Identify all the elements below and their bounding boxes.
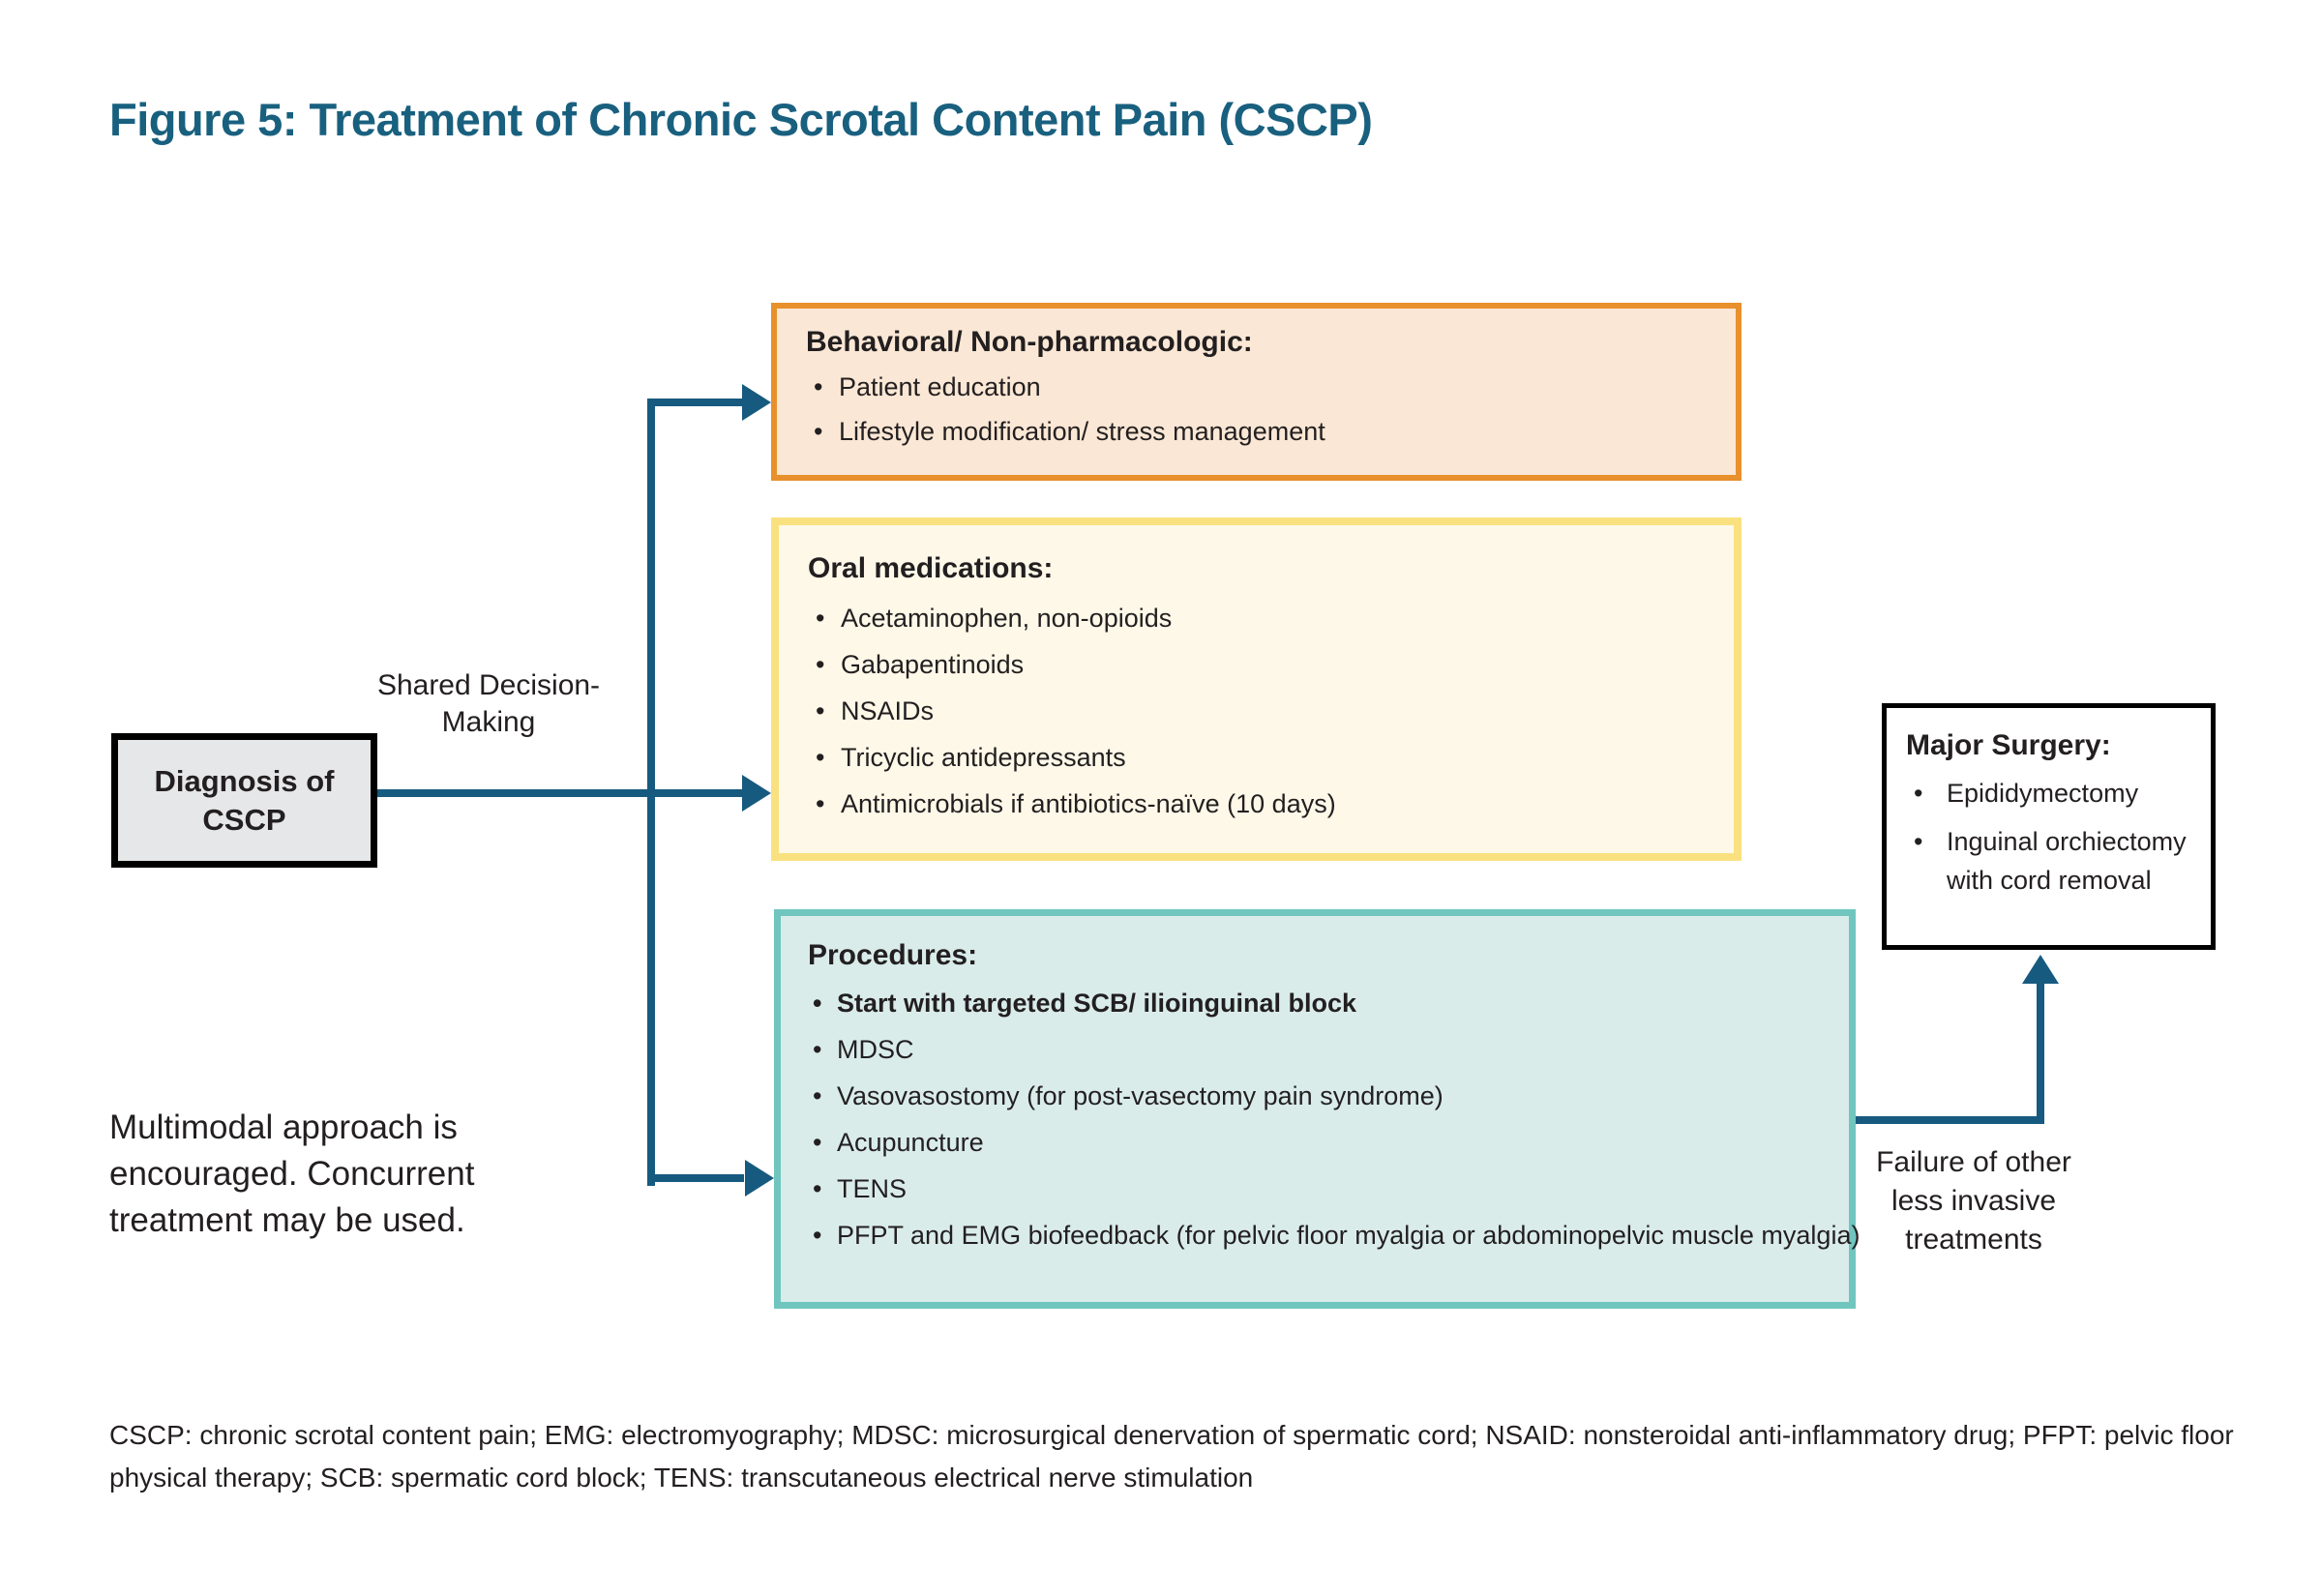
connector-to-procedures [647,1174,744,1182]
connector-to-behavioral [647,399,744,406]
list-item: • Start with targeted SCB/ ilioinguinal block [808,980,1839,1026]
major-surgery-box [1882,703,2216,950]
connector-diagnosis-to-oral [375,789,745,797]
list-item: • Vasovasostomy (for post-vasectomy pain syndrome) [808,1073,1839,1119]
behavioral-list [806,365,1718,454]
abbreviation-footnote: CSCP: chronic scrotal content pain; EMG: electromyography; MDSC: microsurgical denervation of spermatic cord; NSAID: nonsteroidal anti-inflammatory drug; PFPT: pelvic floor physical therapy; SCB: spermatic cord block; TENS: transcutaneous electrical nerve stimulation [109,1420,2234,1493]
list-item: • NSAIDs [808,688,1716,734]
list-item: • Epididymectomy [1906,774,2199,813]
list-item: • TENS [808,1166,1839,1212]
list-item: • MDSC [808,1026,1839,1073]
arrowhead-behavioral-icon [742,384,771,421]
procedures-box-title: Procedures: [808,939,978,971]
connector-procedures-to-surgery [1856,1116,2044,1124]
oral-list [808,595,1716,827]
list-item: • Acetaminophen, non-opioids [808,595,1716,641]
procedures-box [774,909,1861,1309]
connector-branch-vertical [647,399,655,1186]
oral-box-title: Oral medications: [808,552,1054,584]
failure-label: Failure of other less invasive treatments [1876,1146,2071,1256]
diagnosis-label: Diagnosis of CSCP [154,763,335,837]
major-surgery-box-title: Major Surgery: [1906,729,2111,761]
arrowhead-procedures-icon [745,1160,774,1197]
shared-decision-label: Shared Decision-Making [376,669,601,738]
major-surgery-list [1906,774,2199,900]
multimodal-note: Multimodal approach is encouraged. Concurrent treatment may be used. [109,1108,475,1239]
connector-surgery-vertical [2037,979,2044,1124]
list-item: • Antimicrobials if antibiotics-naïve (10 days) [808,781,1716,827]
list-item: • Patient education [806,365,1718,409]
figure-title: Figure 5: Treatment of Chronic Scrotal Content Pain (CSCP) [109,94,1373,145]
list-item: • Inguinal orchiectomy with cord removal [1906,822,2199,900]
procedures-list [808,980,1861,1258]
list-item: • Tricyclic antidepressants [808,734,1716,781]
arrowhead-surgery-icon [2022,955,2059,984]
arrowhead-oral-icon [742,775,771,812]
list-item: • Acupuncture [808,1119,1839,1166]
list-item: • Lifestyle modification/ stress management [806,409,1718,454]
oral-medications-box [771,517,1742,861]
behavioral-box-title: Behavioral/ Non-pharmacologic: [806,326,1253,358]
behavioral-box [771,303,1742,481]
list-item: • PFPT and EMG biofeedback (for pelvic floor myalgia or abdominopelvic muscle myalgia) [808,1212,1839,1258]
list-item: • Gabapentinoids [808,641,1716,688]
diagnosis-box [111,733,377,868]
